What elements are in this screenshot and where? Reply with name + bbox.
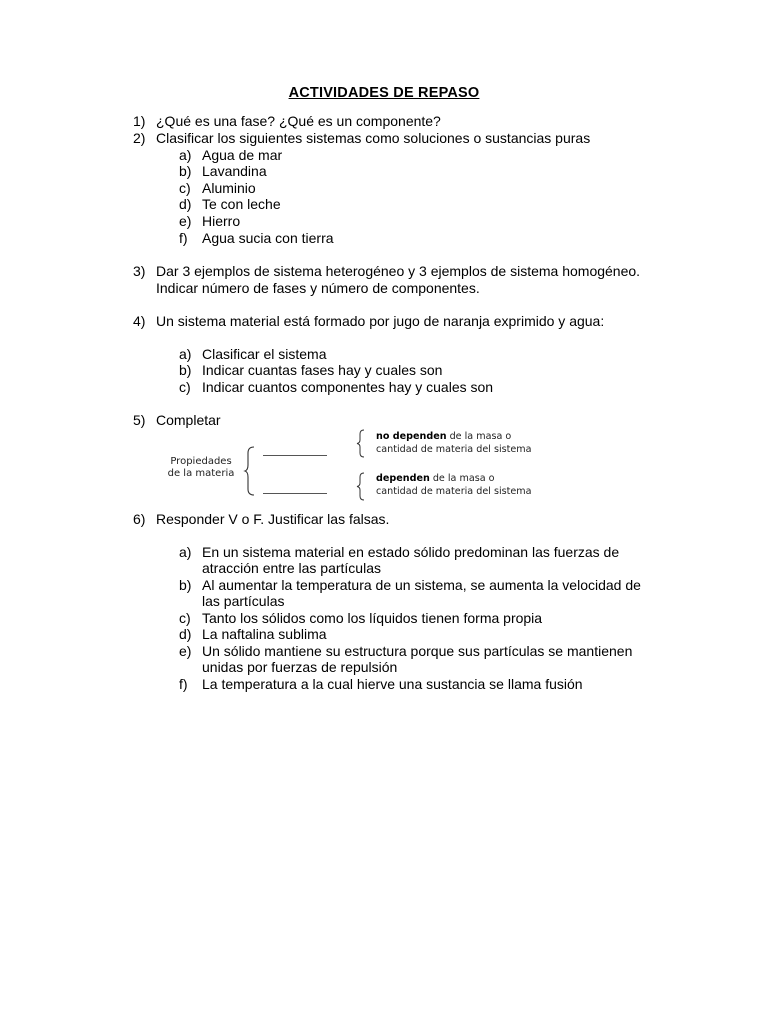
item-letter: a) (179, 544, 192, 560)
item-text: atracción entre las partículas (202, 560, 381, 576)
item-text: Hierro (202, 213, 241, 229)
item-text: Tanto los sólidos como los líquidos tienen forma propia (202, 610, 543, 626)
item-text: Clasificar el sistema (202, 346, 327, 362)
item-text: Aluminio (202, 180, 256, 196)
item-text: En un sistema material en estado sólido predominan las fuerzas de (202, 544, 620, 560)
diagram-label (160, 456, 242, 480)
question-number: 4) (133, 313, 146, 329)
item-letter: b) (179, 362, 192, 378)
item-letter: b) (179, 163, 192, 179)
item-text: Lavandina (202, 163, 267, 179)
top-description (376, 431, 532, 456)
item-letter: d) (179, 196, 192, 212)
item-text: Indicar cuantos componentes hay y cuales son (202, 379, 494, 395)
question-text: Indicar número de fases y número de componentes. (156, 280, 480, 296)
question-text: ¿Qué es una fase? ¿Qué es un componente? (156, 113, 441, 129)
question-number: 6) (133, 511, 146, 527)
description-text: de la masa o (446, 431, 512, 442)
question-text: Un sistema material está formado por jugo de naranja exprimido y agua: (156, 313, 605, 329)
blank-line-top[interactable] (263, 455, 327, 456)
item-letter: a) (179, 346, 192, 362)
diagram-label-line: de la materia (167, 468, 235, 479)
question-text: Completar (156, 412, 221, 428)
item-text: Te con leche (202, 196, 281, 212)
item-text: las partículas (202, 593, 285, 609)
item-text: La temperatura a la cual hierve una sustancia se llama fusión (202, 676, 583, 692)
bold-term: dependen (376, 473, 430, 484)
question-text: Dar 3 ejemplos de sistema heterogéneo y 3 ejemplos de sistema homogéneo. (156, 263, 641, 279)
top-brace (356, 429, 366, 457)
top-description-line2: cantidad de materia del sistema (376, 443, 532, 455)
question-number: 3) (133, 263, 146, 279)
question-number: 1) (133, 113, 146, 129)
question-number: 2) (133, 130, 146, 146)
item-letter: e) (179, 213, 192, 229)
item-text: unidas por fuerzas de repulsión (202, 659, 398, 675)
bottom-brace (356, 472, 366, 500)
description-text: de la masa o (429, 473, 495, 484)
item-letter: c) (179, 180, 191, 196)
item-letter: e) (179, 643, 192, 659)
item-text: Un sólido mantiene su estructura porque sus partículas se mantienen (202, 643, 633, 659)
item-letter: b) (179, 577, 192, 593)
item-letter: f) (179, 676, 188, 692)
bold-term: no dependen (376, 431, 447, 442)
bottom-description-line1 (376, 473, 532, 486)
blank-line-bottom[interactable] (263, 493, 327, 494)
bottom-description (376, 473, 532, 498)
item-text: Al aumentar la temperatura de un sistema, se aumenta la velocidad de (202, 577, 641, 593)
item-text: Indicar cuantas fases hay y cuales son (202, 362, 443, 378)
item-text: Agua sucia con tierra (202, 230, 334, 246)
question-number: 5) (133, 412, 146, 428)
item-text: Agua de mar (202, 147, 283, 163)
bottom-description-line2: cantidad de materia del sistema (376, 485, 532, 497)
item-letter: c) (179, 379, 191, 395)
page-title: ACTIVIDADES DE REPASO (288, 85, 480, 101)
item-letter: f) (179, 230, 188, 246)
question-text: Clasificar los siguientes sistemas como soluciones o sustancias puras (156, 130, 591, 146)
properties-diagram (150, 428, 550, 500)
item-text: La naftalina sublima (202, 626, 327, 642)
item-letter: d) (179, 626, 192, 642)
question-text: Responder V o F. Justificar las falsas. (156, 511, 390, 527)
left-brace (244, 446, 258, 496)
diagram-label-line: Propiedades (170, 456, 232, 467)
item-letter: a) (179, 147, 192, 163)
top-description-line1 (376, 431, 532, 444)
item-letter: c) (179, 610, 191, 626)
